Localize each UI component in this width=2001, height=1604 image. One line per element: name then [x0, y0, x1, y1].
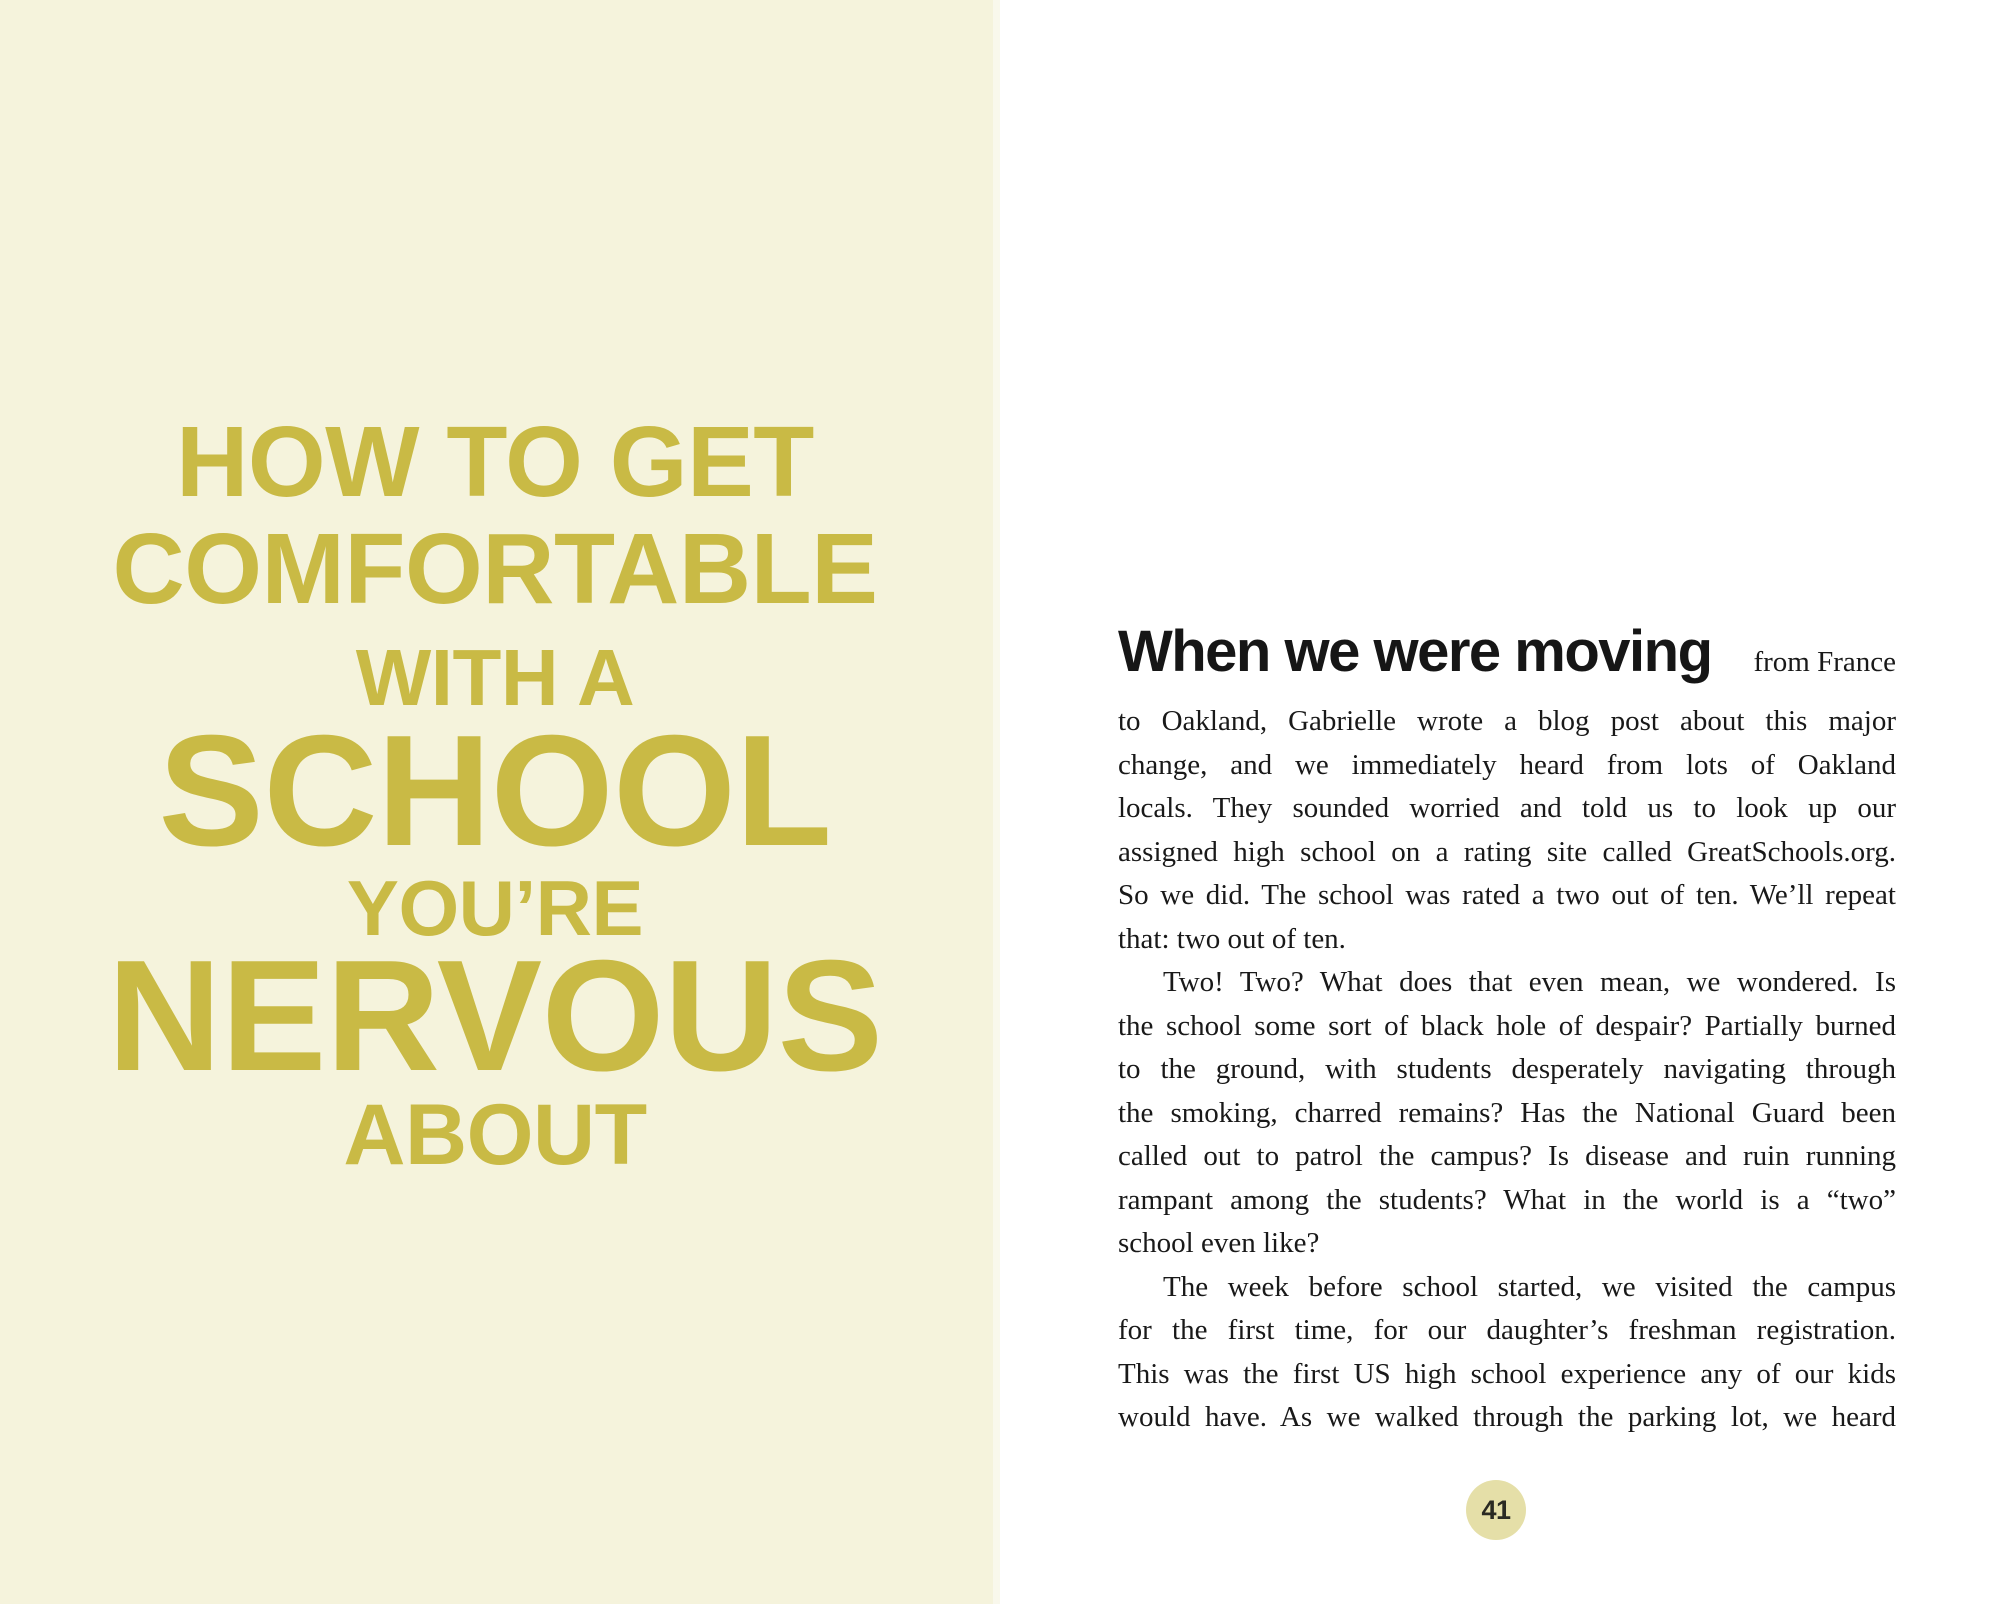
title-line: WITH A: [355, 633, 635, 722]
title-line: HOW TO GET: [176, 406, 814, 518]
title-line: NERVOUS: [107, 928, 883, 1104]
opening-tail: from France: [1753, 646, 1896, 678]
body-line: would have. As we walked through the parking lot, we heard: [1118, 1401, 1896, 1433]
opening-line: [1118, 618, 1896, 700]
page-number-badge: [1466, 1480, 1526, 1540]
right-page: [1000, 0, 2001, 1604]
body-line: the school some sort of black hole of despair? Partially burned: [1118, 1009, 1896, 1042]
body-line: the smoking, charred remains? Has the National Guard been: [1118, 1096, 1896, 1129]
body-line: called out to patrol the campus? Is disease and ruin running: [1118, 1140, 1896, 1172]
body-line: Two! Two? What does that even mean, we wondered. Is: [1163, 966, 1896, 998]
chapter-title: [0, 406, 990, 1183]
body-line: for the first time, for our daughter’s freshman registration.: [1118, 1314, 1896, 1346]
body-line: that: two out of ten.: [1118, 922, 1346, 955]
body-line: change, and we immediately heard from lots of Oakland: [1118, 748, 1896, 781]
body-line: This was the first US high school experience any of our kids: [1118, 1357, 1896, 1390]
title-line: COMFORTABLE: [112, 513, 878, 625]
body-line: school even like?: [1118, 1227, 1320, 1259]
body-line: locals. They sounded worried and told us to look up our: [1118, 792, 1896, 824]
body-line: assigned high school on a rating site called GreatSchools.org.: [1118, 835, 1896, 868]
opening-phrase: When we were moving: [1118, 619, 1712, 684]
body-line: rampant among the students? What in the world is a “two”: [1118, 1183, 1896, 1216]
title-line: SCHOOL: [158, 703, 832, 879]
title-line: ABOUT: [343, 1087, 647, 1183]
body-line: to the ground, with students desperately navigating through: [1118, 1053, 1896, 1085]
body-line: The week before school started, we visited the campus: [1163, 1270, 1896, 1303]
left-page: [0, 0, 1000, 1604]
body-text: [1118, 618, 1896, 1440]
title-line: YOU’RE: [346, 864, 644, 952]
body-line: So we did. The school was rated a two out of ten. We’ll repeat: [1118, 879, 1896, 911]
body-line: to Oakland, Gabrielle wrote a blog post about this major: [1118, 705, 1896, 737]
page-number: 41: [1481, 1494, 1511, 1525]
